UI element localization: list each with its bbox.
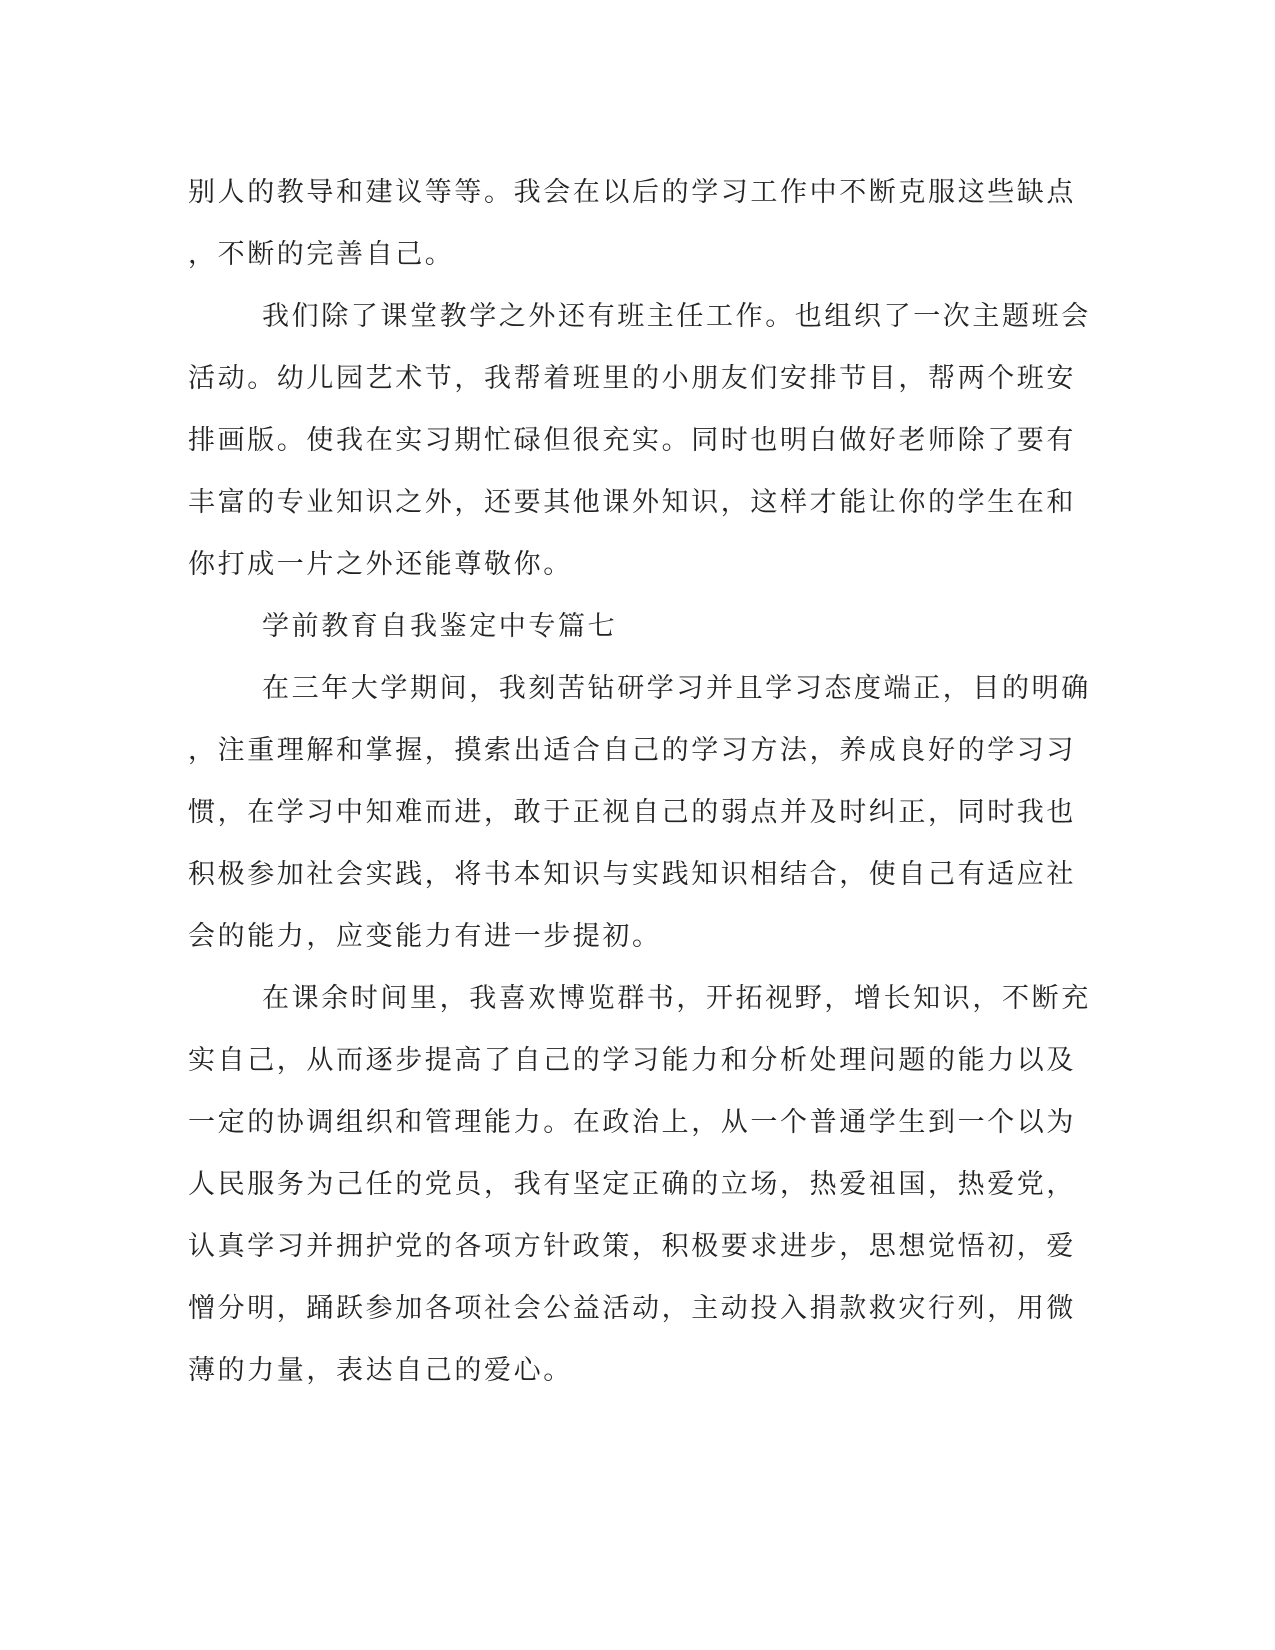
section-heading: 学前教育自我鉴定中专篇七 xyxy=(262,611,618,642)
text-line: 憎分明，踊跃参加各项社会公益活动，主动投入捐款救灾行列，用微 xyxy=(188,1293,1076,1324)
text-line: 会的能力，应变能力有进一步提初。 xyxy=(188,921,662,952)
text-line: 认真学习并拥护党的各项方针政策，积极要求进步，思想觉悟初，爱 xyxy=(188,1231,1076,1262)
paragraph-start: 在课余时间里，我喜欢博览群书，开拓视野，增长知识，不断充 xyxy=(262,983,1091,1014)
text-line: 活动。幼儿园艺术节，我帮着班里的小朋友们安排节目，帮两个班安 xyxy=(188,363,1076,394)
paragraph-start: 在三年大学期间，我刻苦钻研学习并且学习态度端正，目的明确 xyxy=(262,673,1091,704)
paragraph-start: 我们除了课堂教学之外还有班主任工作。也组织了一次主题班会 xyxy=(262,301,1091,332)
text-line: 排画版。使我在实习期忙碌但很充实。同时也明白做好老师除了要有 xyxy=(188,425,1076,456)
text-line: ，注重理解和掌握，摸索出适合自己的学习方法，养成良好的学习习 xyxy=(188,735,1076,766)
text-line: 一定的协调组织和管理能力。在政治上，从一个普通学生到一个以为 xyxy=(188,1107,1076,1138)
text-line: 薄的力量，表达自己的爱心。 xyxy=(188,1355,573,1386)
text-line: 丰富的专业知识之外，还要其他课外知识，这样才能让你的学生在和 xyxy=(188,487,1076,518)
text-line: 实自己，从而逐步提高了自己的学习能力和分析处理问题的能力以及 xyxy=(188,1045,1076,1076)
text-line: 惯，在学习中知难而进，敢于正视自己的弱点并及时纠正，同时我也 xyxy=(188,797,1076,828)
text-line: 积极参加社会实践，将书本知识与实践知识相结合，使自己有适应社 xyxy=(188,859,1076,890)
document-body xyxy=(188,162,1091,1402)
text-line: 别人的教导和建议等等。我会在以后的学习工作中不断克服这些缺点 xyxy=(188,177,1076,208)
text-line: ，不断的完善自己。 xyxy=(188,239,455,270)
text-line: 人民服务为己任的党员，我有坚定正确的立场，热爱祖国，热爱党， xyxy=(188,1169,1076,1200)
text-line: 你打成一片之外还能尊敬你。 xyxy=(188,549,573,580)
